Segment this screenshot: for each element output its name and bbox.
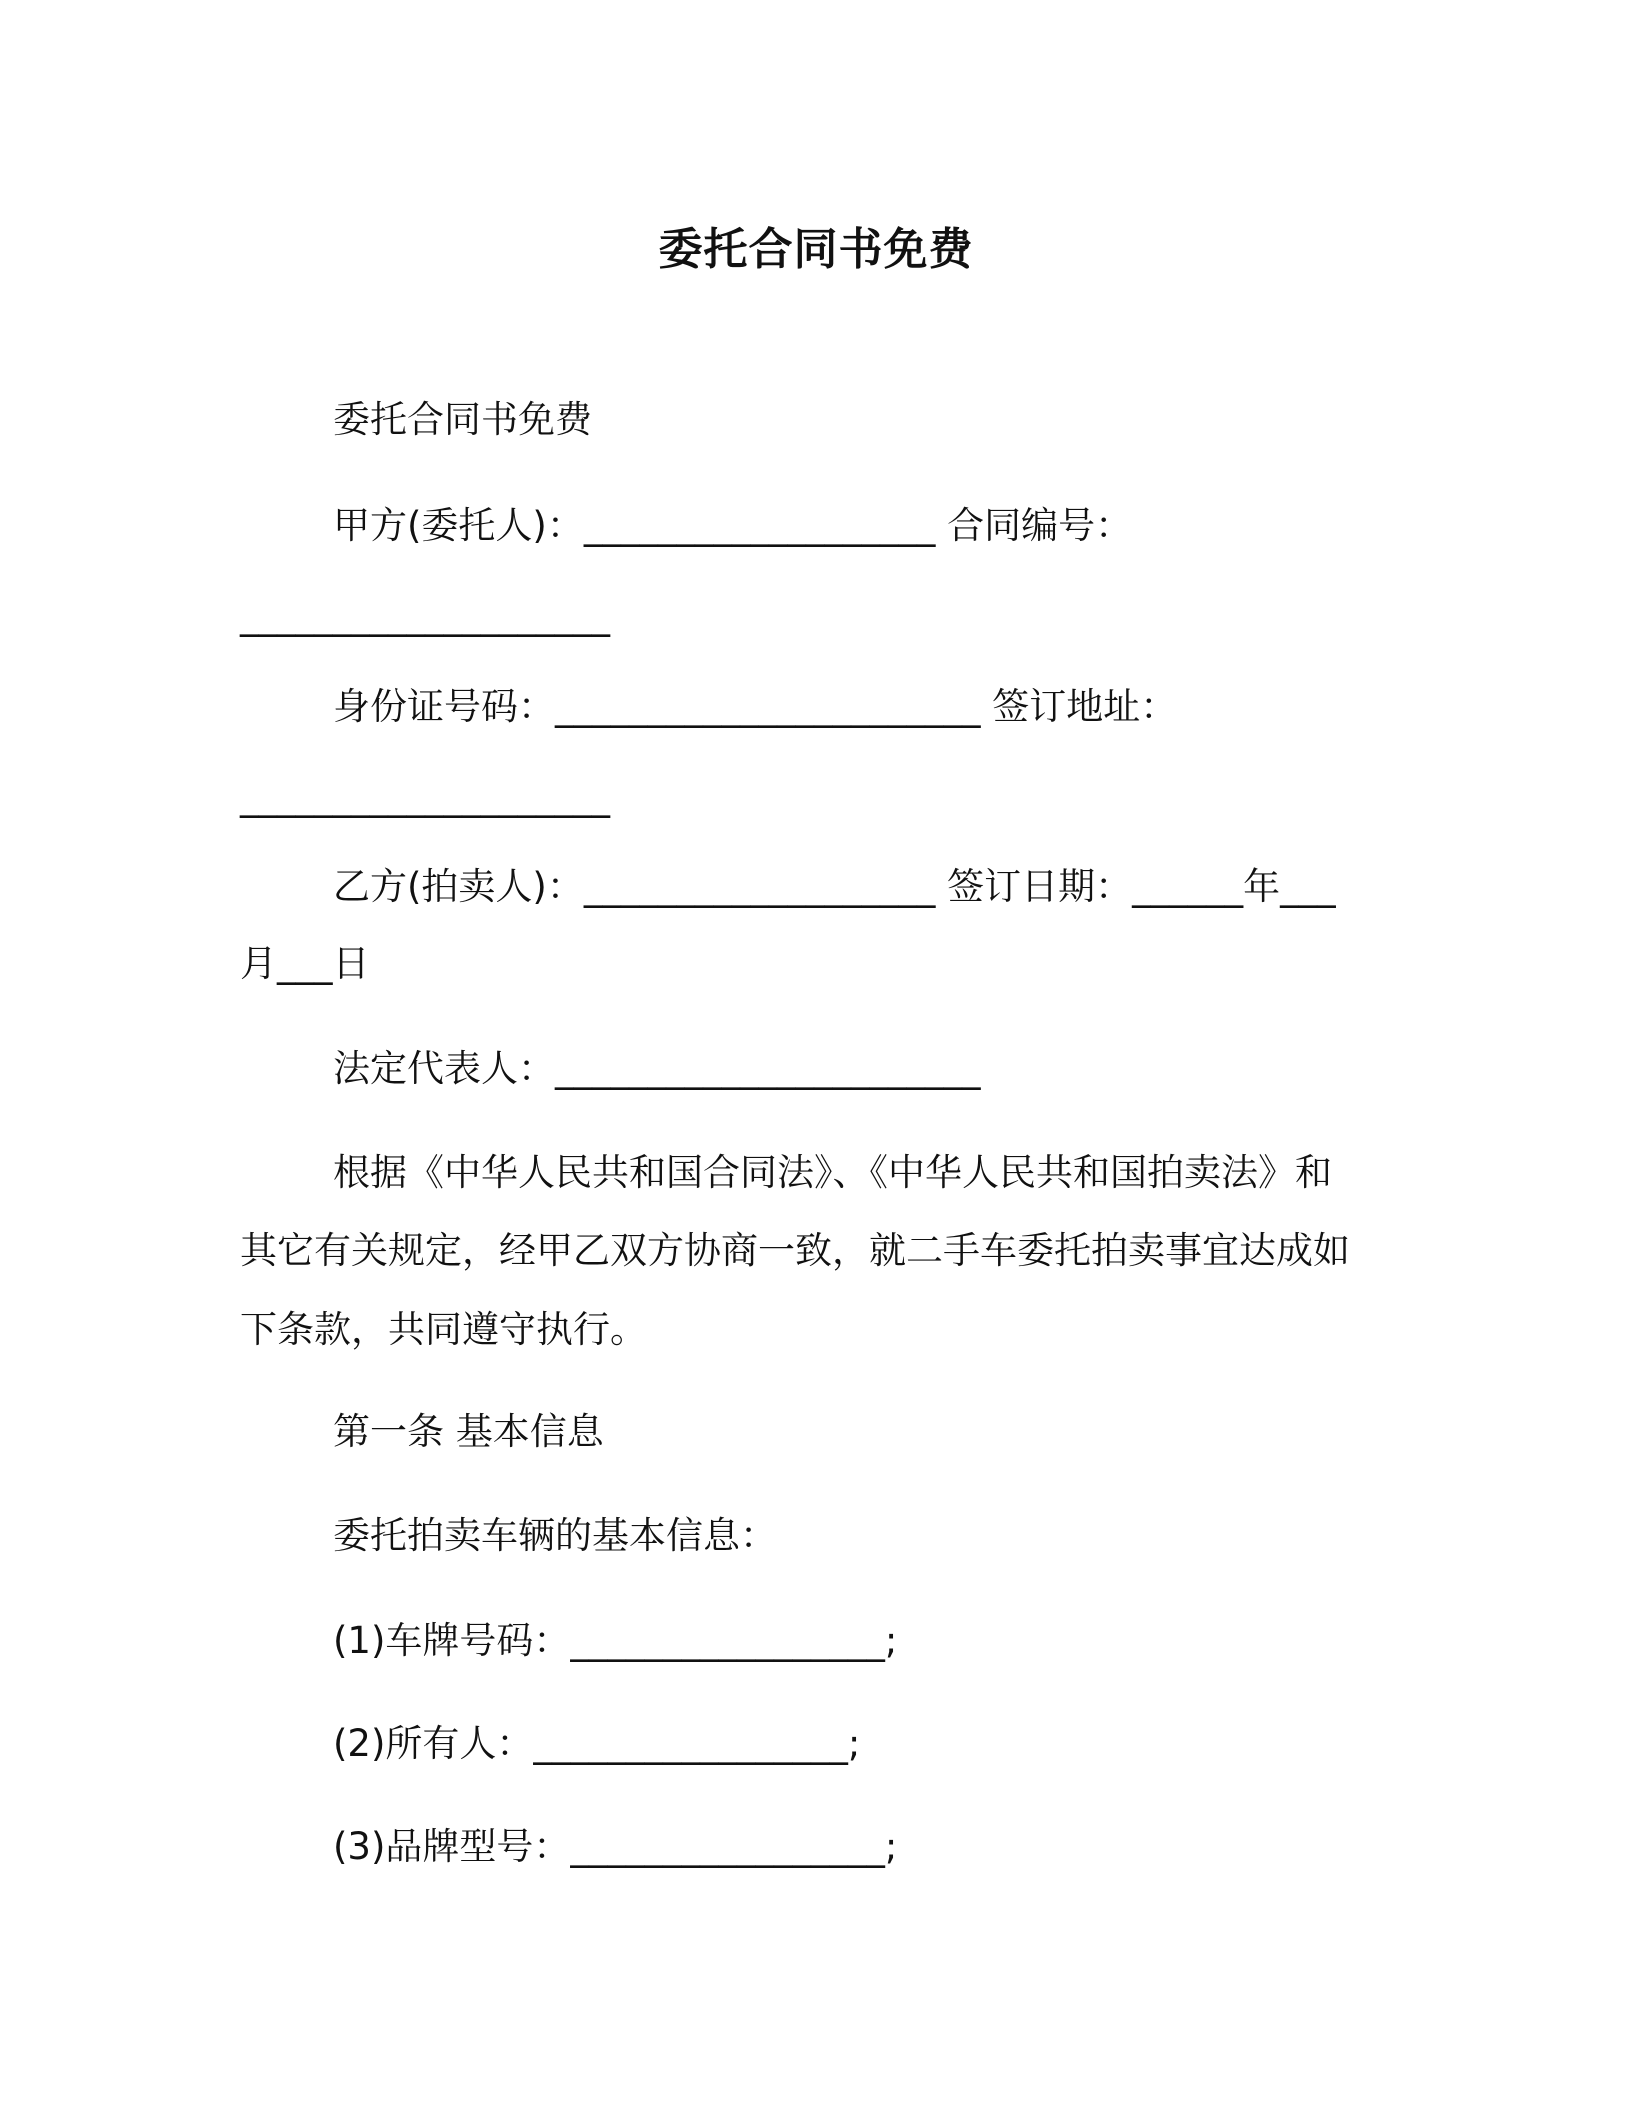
preamble-line-2: 其它有关规定，经甲乙双方协商一致，就二手车委托拍卖事宜达成如 xyxy=(240,1229,1350,1272)
plate-number-line: (1)车牌号码：_________________; xyxy=(333,1619,898,1662)
signing-address-blank: ____________________ xyxy=(240,775,610,818)
contract-number-blank: ____________________ xyxy=(240,594,610,637)
owner-line: (2)所有人：_________________; xyxy=(333,1722,861,1765)
subtitle-line: 委托合同书免费 xyxy=(333,398,592,441)
preamble-line-3: 下条款，共同遵守执行。 xyxy=(240,1308,647,1351)
party-b-line: 乙方(拍卖人)：___________________ 签订日期：______年___ xyxy=(333,865,1336,908)
id-number-line: 身份证号码：_______________________ 签订地址： xyxy=(333,685,1178,728)
article-1-heading: 第一条 基本信息 xyxy=(333,1410,604,1453)
document-title: 委托合同书免费 xyxy=(658,224,974,275)
legal-representative-line: 法定代表人：_______________________ xyxy=(333,1047,981,1090)
signing-date-continuation: 月___日 xyxy=(240,942,370,985)
party-a-line: 甲方(委托人)：___________________ 合同编号： xyxy=(333,504,1133,547)
preamble-line-1: 根据《中华人民共和国合同法》、《中华人民共和国拍卖法》和 xyxy=(333,1151,1332,1194)
vehicle-info-intro: 委托拍卖车辆的基本信息： xyxy=(333,1514,777,1557)
brand-model-line: (3)品牌型号：_________________; xyxy=(333,1825,898,1868)
